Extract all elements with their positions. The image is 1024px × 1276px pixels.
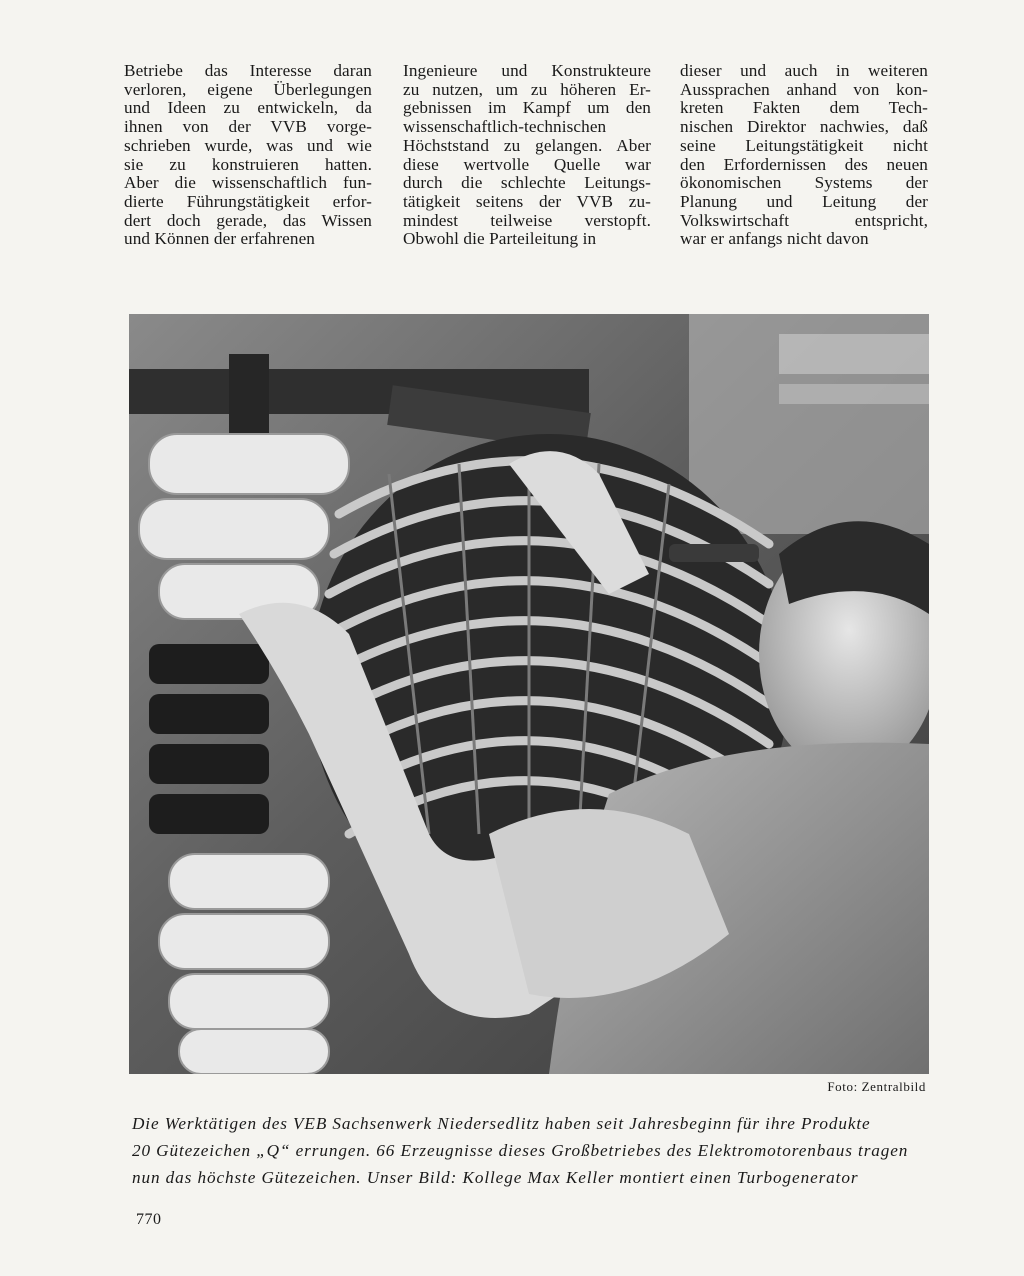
text-line: Aber die wissenschaftlich fun- <box>124 173 372 193</box>
text-column-2 <box>403 62 651 249</box>
text-line: zu nutzen, um zu höheren Er- <box>403 79 651 99</box>
caption-line: Die Werktätigen des VEB Sachsenwerk Niedersedlitz haben seit Jahresbeginn für ihre Produkte <box>132 1114 871 1133</box>
text-column-3 <box>680 62 928 249</box>
text-column-1 <box>124 62 372 249</box>
text-line: Obwohl die Parteileitung in <box>403 229 597 249</box>
caption-line: 20 Gütezeichen „Q“ errungen. 66 Erzeugnisse dieses Großbetriebes des Elektromotorenbaus tragen <box>132 1141 909 1160</box>
text-line: durch die schlechte Leitungs- <box>403 173 651 193</box>
text-line: nischen Direktor nachwies, daß <box>680 117 928 137</box>
text-line: ihnen von der VVB vorge- <box>124 117 372 137</box>
text-line: Volkswirtschaft entspricht, <box>680 210 928 230</box>
text-line: Aussprachen anhand von kon- <box>680 79 928 99</box>
text-line: Planung und Leitung der <box>680 191 928 211</box>
text-line: den Erfordernissen des neuen <box>680 154 928 174</box>
text-line: mindest teilweise verstopft. <box>403 210 651 230</box>
text-line: verloren, eigene Überlegungen <box>124 79 372 99</box>
text-line: schrieben wurde, was und wie <box>124 135 372 155</box>
text-line: dert doch gerade, das Wissen <box>124 210 372 230</box>
text-line: Höchststand zu gelangen. Aber <box>403 135 651 155</box>
text-line: gebnissen im Kampf um den <box>403 98 651 118</box>
photo-credit: Foto: Zentralbild <box>827 1079 926 1094</box>
page-number: 770 <box>136 1211 162 1228</box>
text-line: seine Leitungstätigkeit nicht <box>680 135 928 155</box>
text-line: Ingenieure und Konstrukteure <box>403 61 651 80</box>
text-line: ökonomischen Systems der <box>680 173 928 193</box>
photo-turbogenerator-assembly <box>129 314 929 1074</box>
text-line: und Können der erfahrenen <box>124 229 315 249</box>
text-line: war er anfangs nicht davon <box>680 229 869 249</box>
text-line: kreten Fakten dem Tech- <box>680 98 928 118</box>
text-line: tätigkeit seitens der VVB zu- <box>403 191 651 211</box>
text-line: sie zu konstruieren hatten. <box>124 154 372 174</box>
photo-caption <box>132 1110 932 1191</box>
text-line: und Ideen zu entwickeln, da <box>124 98 372 118</box>
text-line: Betriebe das Interesse daran <box>124 61 372 80</box>
text-line: diese wertvolle Quelle war <box>403 154 651 174</box>
text-line: dieser und auch in weiteren <box>680 61 928 80</box>
text-line: dierte Führungstätigkeit erfor- <box>124 191 372 211</box>
text-line: wissenschaftlich-technischen <box>403 117 607 137</box>
caption-line: nun das höchste Gütezeichen. Unser Bild: Kollege Max Keller montiert einen Turbogenerator <box>132 1168 859 1187</box>
